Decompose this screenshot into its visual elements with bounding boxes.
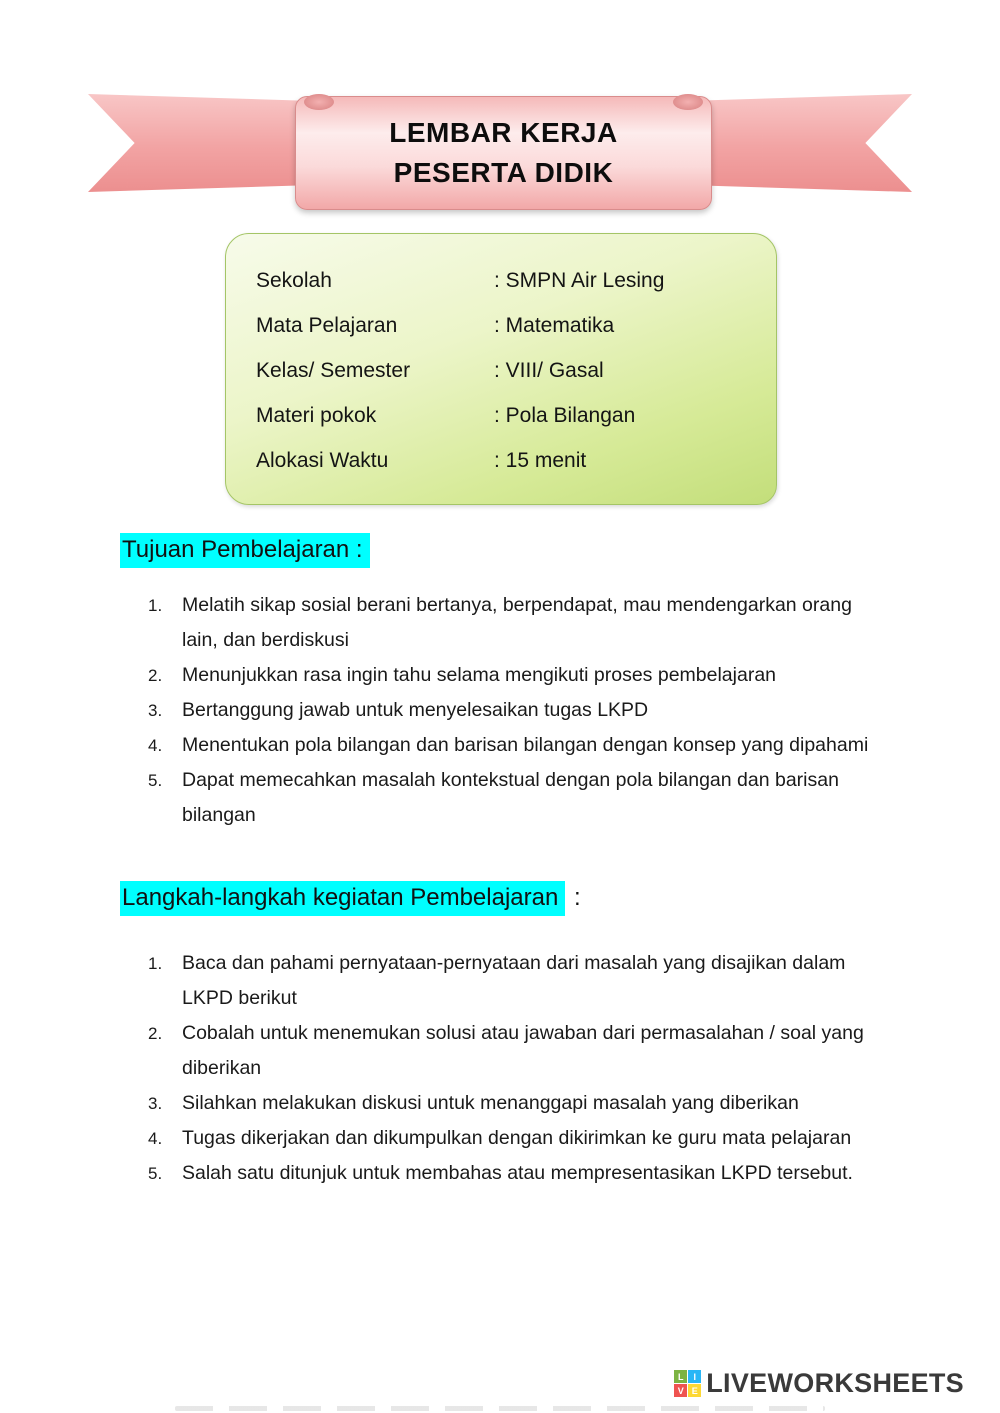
heading-suffix xyxy=(370,536,372,563)
info-row-alokasi-waktu xyxy=(256,438,748,483)
liveworksheets-brand[interactable] xyxy=(674,1368,964,1399)
list-item-number: 3. xyxy=(148,701,163,720)
info-row-kelas-semester xyxy=(256,348,748,393)
list-item-number: 4. xyxy=(148,1129,163,1148)
list-item-text: Melatih sikap sosial berani bertanya, berpendapat, mau mendengarkan orang lain, dan berdiskusi xyxy=(182,594,852,651)
logo-square-l: L xyxy=(674,1370,687,1383)
list-item-text: Menentukan pola bilangan dan barisan bilangan dengan konsep yang dipahami xyxy=(182,734,869,756)
info-value: : Matematika xyxy=(494,313,615,337)
heading-suffix: : xyxy=(567,884,581,911)
info-label: Kelas/ Semester xyxy=(256,358,411,382)
list-item-text: Silahkan melakukan diskusi untuk menanggapi masalah yang diberikan xyxy=(182,1092,799,1114)
info-label: Alokasi Waktu xyxy=(256,448,389,472)
highlighted-heading-text: Langkah-langkah kegiatan Pembelajaran xyxy=(120,881,565,916)
banner-title-line1: LEMBAR KERJA xyxy=(389,117,618,148)
info-row-materi-pokok xyxy=(256,393,748,438)
worksheet-info-box xyxy=(225,233,777,505)
list-item-text: Dapat memecahkan masalah kontekstual dengan pola bilangan dan barisan bilangan xyxy=(182,769,839,826)
list-item-text: Menunjukkan rasa ingin tahu selama mengikuti proses pembelajaran xyxy=(182,664,777,686)
list-item xyxy=(148,1016,892,1086)
list-item xyxy=(148,693,892,728)
section-heading-langkah xyxy=(120,884,581,912)
banner-title-line2: PESERTA DIDIK xyxy=(393,157,614,188)
list-item-number: 2. xyxy=(148,666,163,685)
info-row-sekolah xyxy=(256,258,748,303)
list-item-number: 3. xyxy=(148,1094,163,1113)
info-value: : Pola Bilangan xyxy=(494,403,636,427)
list-item-text: Salah satu ditunjuk untuk membahas atau mempresentasikan LKPD tersebut. xyxy=(182,1162,853,1184)
brand-text: LIVEWORKSHEETS xyxy=(706,1368,964,1398)
list-item-number: 4. xyxy=(148,736,163,755)
list-item xyxy=(148,728,892,763)
list-item-number: 1. xyxy=(148,596,163,615)
list-item-number: 5. xyxy=(148,1164,163,1183)
info-value: : 15 menit xyxy=(494,448,587,472)
logo-square-v: V xyxy=(674,1384,687,1397)
list-item-number: 5. xyxy=(148,771,163,790)
title-ribbon xyxy=(0,0,1000,230)
section-heading-tujuan xyxy=(120,536,372,564)
list-item-text: Bertanggung jawab untuk menyelesaikan tugas LKPD xyxy=(182,699,649,721)
list-item xyxy=(148,1121,892,1156)
list-item-text: Tugas dikerjakan dan dikumpulkan dengan dikirimkan ke guru mata pelajaran xyxy=(182,1127,852,1149)
list-item-text: Cobalah untuk menemukan solusi atau jawaban dari permasalahan / soal yang diberikan xyxy=(182,1022,864,1079)
info-label: Sekolah xyxy=(256,268,332,292)
list-item-number: 2. xyxy=(148,1024,163,1043)
info-row-mata-pelajaran xyxy=(256,303,748,348)
liveworksheets-logo-icon xyxy=(674,1370,701,1397)
info-label: Materi pokok xyxy=(256,403,377,427)
info-value: : SMPN Air Lesing xyxy=(494,268,665,292)
ribbon-center-panel xyxy=(295,96,712,210)
logo-square-i: I xyxy=(688,1370,701,1383)
highlighted-heading-text: Tujuan Pembelajaran : xyxy=(120,533,370,568)
info-label: Mata Pelajaran xyxy=(256,313,398,337)
list-item-text: Baca dan pahami pernyataan-pernyataan dari masalah yang disajikan dalam LKPD berikut xyxy=(182,952,846,1009)
info-value: : VIII/ Gasal xyxy=(494,358,604,382)
list-item xyxy=(148,658,892,693)
list-item xyxy=(148,946,892,1016)
logo-square-e: E xyxy=(688,1384,701,1397)
list-item xyxy=(148,588,892,658)
list-item xyxy=(148,1156,892,1191)
langkah-list xyxy=(148,946,892,1191)
list-item-number: 1. xyxy=(148,954,163,973)
ribbon-tail-left xyxy=(88,94,310,192)
list-item xyxy=(148,1086,892,1121)
cut-off-content-hint xyxy=(175,1406,825,1411)
tujuan-list xyxy=(148,588,892,833)
ribbon-tail-right xyxy=(690,94,912,192)
list-item xyxy=(148,763,892,833)
